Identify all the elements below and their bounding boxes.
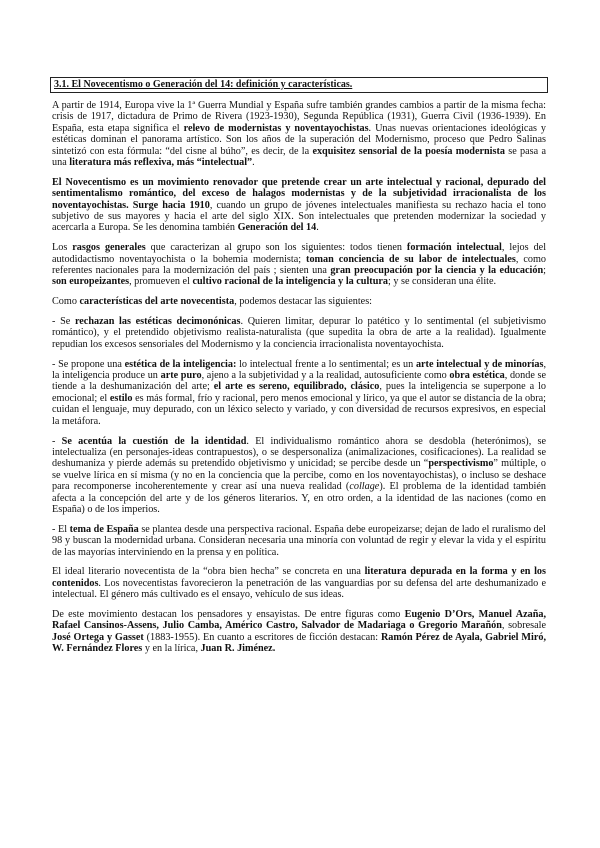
bold-text: Eugenio D’Ors, Manuel Azaña, Rafael Cansinos-Assens, Julio Camba, Américo Castro, Salvador de Madariaga o Gregorio Marañón — [52, 608, 546, 632]
bold-text: exquisitez sensorial de la poesía modernista — [312, 145, 505, 157]
bold-text: Juan R. Jiménez. — [200, 643, 276, 655]
text-run: , promueven el — [129, 276, 193, 288]
bold-text: son europeizantes — [52, 276, 130, 288]
bold-text: José Ortega y Gasset — [52, 631, 144, 643]
text-run: , pues la inteligencia se superpone a lo emocional; el — [52, 381, 546, 404]
text-run: ; y se consideran una élite. — [387, 276, 497, 288]
bold-text: relevo de modernistas y noventayochistas — [183, 122, 369, 134]
bold-text: cultivo racional de la inteligencia y la cultura — [192, 276, 388, 288]
section-heading-box — [50, 77, 548, 93]
paragraph — [52, 436, 546, 516]
bold-text: estilo — [109, 392, 133, 404]
bold-text: rechazan las estéticas decimonónicas — [74, 316, 241, 328]
paragraph — [52, 609, 546, 655]
text-run: . Unas nuevas orientaciones ideológicas y estéticas dominan el panorama artístico. Son los años de la superación del Modernismo, proceso que Pedro Salinas sintetizó con esta fórmula: “del cisne al búho”, es decir, de la — [52, 122, 546, 157]
text-run: De este movimiento destacan los pensadores y ensayistas. De entre figuras como — [52, 608, 405, 620]
text-run: - Se — [52, 316, 75, 328]
text-run: . — [252, 157, 255, 169]
text-run: , ajeno a la subjetividad y a la realidad, autosuficiente como — [201, 370, 450, 382]
bold-text: perspectivismo — [428, 458, 494, 470]
text-run: . El individualismo romántico ahora se desdobla (heterónimos), se intelectualiza (en personajes-ideas contrapuestos), o se despersonaliza (animalizaciones, cosificaciones). La realidad se deshumaniza y pierde además su pretendido objetivismo y unicidad; se percibe desde un “ — [52, 435, 546, 470]
bold-text: Generación del 14 — [237, 222, 317, 234]
section-heading: 3.1. El Novecentismo o Generación del 14: definición y características. — [54, 79, 353, 90]
bold-text: características del arte novecentista — [79, 296, 235, 308]
text-run: , sobresale — [501, 620, 546, 632]
text-run: - — [52, 435, 62, 447]
text-run: (1883-1955). En cuanto a escritores de ficción destacan: — [143, 631, 381, 643]
text-run: - El — [52, 523, 70, 535]
bold-text: tema de España — [69, 523, 139, 535]
text-run: Como — [52, 296, 80, 308]
text-run: - Se propone una — [52, 358, 125, 370]
italic-text: collage — [349, 481, 380, 493]
text-run: , podemos destacar las siguientes: — [234, 296, 372, 308]
bold-text: literatura depurada en la forma y en los contenidos — [52, 566, 546, 589]
text-run: y en la lírica, — [142, 643, 201, 655]
text-run: . Los novecentistas favorecieron la penetración de las vanguardias por su defensa del arte deshumanizado e intelectual. El género más cultivado es el ensayo, vehículo de sus ideas. — [52, 577, 546, 601]
text-run: ). El problema de la identidad también afecta a la concepción del arte y de los géneros literarios. Y, en otro orden, a la identidad de las naciones (como en España) o de los imperios. — [52, 481, 546, 515]
bold-text: toman conciencia de su labor de intelectuales — [306, 253, 516, 265]
text-run: El ideal literario novecentista de la “obra bien hecha” se concreta en una — [52, 566, 365, 578]
paragraph — [52, 316, 546, 350]
paragraph — [52, 296, 546, 307]
text-run: es más formal, frío y racional, pero menos emocional y lírico, ya que el autor se distancia de la obra; cuidan el lenguaje, muy depurado, con un léxico selecto y variado, y con diversidad de recursos expresivos, en especial la metáfora. — [52, 392, 546, 427]
bold-text: Ramón Pérez de Ayala, Gabriel Miró, W. Fernández Flores — [52, 631, 546, 655]
paragraph — [52, 524, 546, 558]
text-run: . — [316, 222, 319, 234]
text-run: lo intelectual frente a lo sentimental; es un — [236, 358, 416, 370]
paragraph — [52, 100, 546, 168]
bold-text: rasgos generales — [72, 242, 146, 254]
bold-text: arte intelectual y de minorías — [415, 358, 544, 370]
text-run: A partir de 1914, Europa vive la 1ª Guerra Mundial y España sufre también grandes cambios a partir de la misma fecha: crisis de 1917, dictadura de Primo de Rivera (1923-1930), Segunda República (1931), Guerra Civil (1936-1939). En España, esta etapa significa el — [52, 100, 546, 134]
text-run: se plantea desde una perspectiva racional. España debe europeizarse; dejan de lado el ruralismo del 98 y buscan la modernidad urbana. Consideran necesaria una minoría con voluntad de regir y elevar la vida y el espíritu de las mayorías interviniendo en la prensa y en política. — [52, 523, 546, 558]
bold-text: El Novecentismo es un movimiento renovador que pretende crear un arte intelectual y racional, depurado del sentimentalismo romántico, del exceso de halagos modernistas y de la subjetividad irracionalista de los noventayochistas. Surge hacia 1910 — [52, 176, 546, 211]
text-run: ” múltiple, o se vuelve lírica en sí misma (y no en la conciencia que la percibe, como en los noventayochistas), o incluso se deshace para recomponerse incoherentemente y crear así una nueva realidad ( — [52, 458, 546, 493]
text-run: . Quieren limitar, depurar lo patético y lo sentimental (el subjetivismo romántico), y el pretendido objetivismo realista-naturalista (que supedita la obra de arte a la realidad). Igualmente repudian los excesos sensoriales del Modernismo y la conciencia irracionalista noventayochista. — [52, 316, 546, 350]
bold-text: obra estética — [449, 370, 505, 382]
bold-text: formación intelectual — [406, 242, 502, 254]
text-run: se pasa a una — [52, 145, 546, 169]
text-run: , como referentes nacionales para la modernización del país ; sienten una — [52, 253, 546, 277]
text-run: Los — [52, 242, 73, 254]
bold-text: arte puro — [160, 370, 202, 382]
bold-text: literatura más reflexiva, más “intelectual” — [69, 157, 253, 169]
text-run: , cuando un grupo de jóvenes intelectuales manifiesta su rechazo hacia el tono subjetivo de sus mayores y hacia el arte del siglo XIX. Son intelectuales que pretenden modernizar la sociedad y acercarla a Europa. Se les denomina también — [52, 199, 546, 234]
bold-text: Se acentúa la cuestión de la identidad — [61, 435, 247, 447]
paragraph — [52, 177, 546, 234]
paragraph — [52, 242, 546, 288]
bold-text: gran preocupación por la ciencia y la educación — [330, 265, 544, 277]
text-run: ; — [543, 265, 546, 277]
paragraph — [52, 359, 546, 427]
text-run: que caracterizan al grupo son los siguientes: todos tienen — [145, 242, 407, 254]
text-run: , donde se tiende a la deshumanización del arte; — [52, 370, 547, 393]
bold-text: el arte es sereno, equilibrado, clásico — [213, 381, 380, 393]
text-run: , la inteligencia produce un — [52, 358, 546, 382]
paragraph — [52, 566, 546, 600]
bold-text: estética de la inteligencia: — [124, 358, 237, 370]
document-body — [52, 100, 546, 655]
text-run: , lejos del autodidactismo noventayochista o la bohemia modernista; — [52, 242, 547, 265]
